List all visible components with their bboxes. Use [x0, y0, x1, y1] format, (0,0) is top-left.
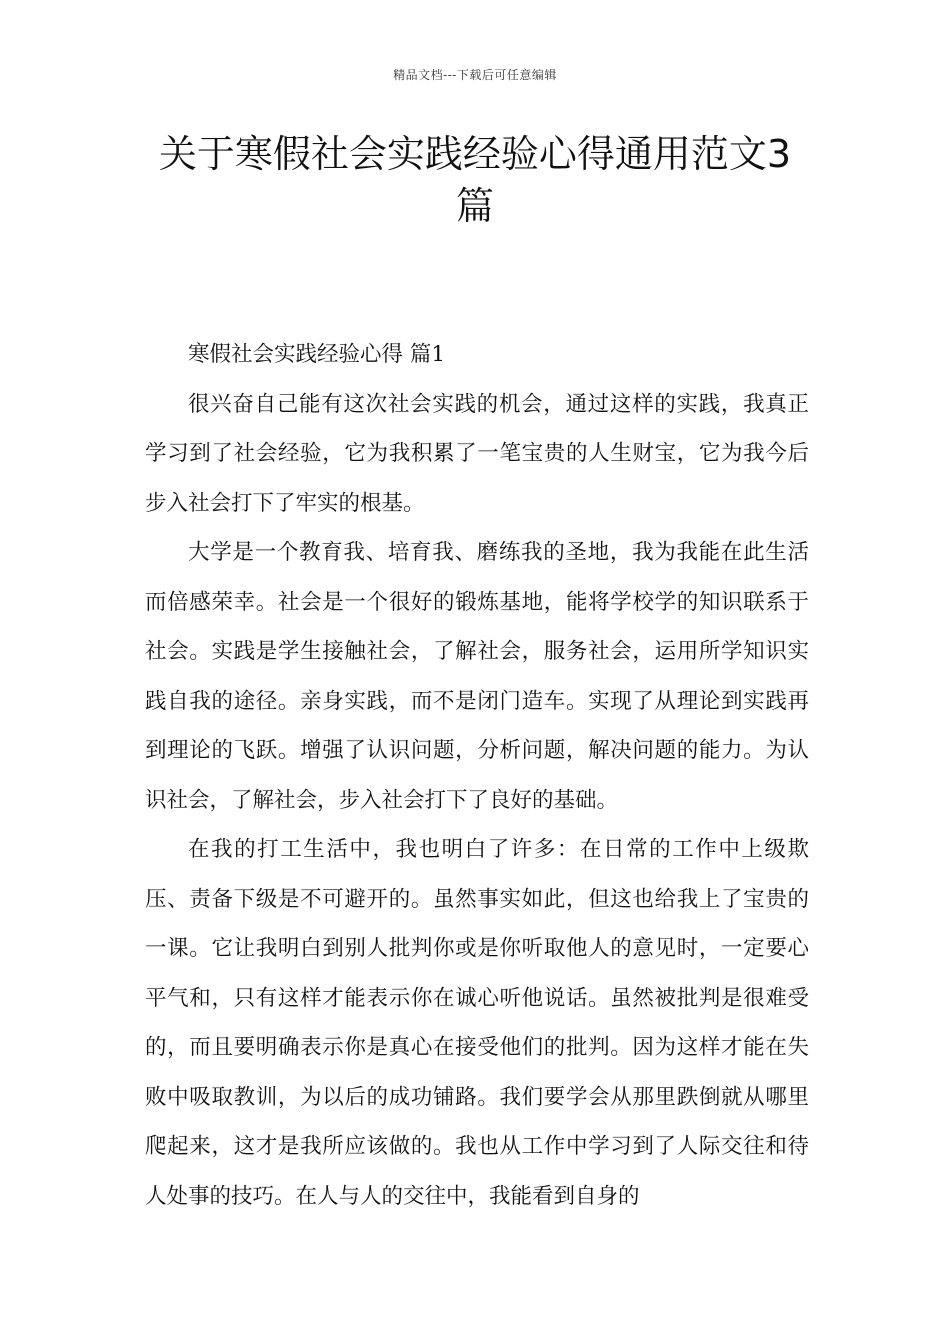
section-heading: 寒假社会实践经验心得 篇1 — [188, 342, 446, 367]
document-body — [145, 330, 809, 1221]
document-title: 关于寒假社会实践经验心得通用范文3篇 — [158, 132, 792, 228]
paragraph: 大学是一个教育我、培育我、磨练我的圣地，我为我能在此生活而倍感荣幸。社会是一个很好的锻炼基地，能将学校学的知识联系于社会。实践是学生接触社会，了解社会，服务社会，运用所学知识实践自我的途径。亲身实践，而不是闭门造车。实现了从理论到实践再到理论的飞跃。增强了认识问题，分析问题，解决问题的能力。为认识社会，了解社会，步入社会打下了良好的基础。 — [145, 540, 809, 813]
paragraph: 很兴奋自己能有这次社会实践的机会，通过这样的实践，我真正学习到了社会经验，它为我积累了一笔宝贵的人生财宝，它为我今后步入社会打下了牢实的根基。 — [145, 391, 809, 516]
paragraph: 在我的打工生活中，我也明白了许多：在日常的工作中上级欺压、责备下级是不可避开的。虽然事实如此，但这也给我上了宝贵的一课。它让我明白到别人批判你或是你听取他人的意见时，一定要心平气和，只有这样才能表示你在诚心听他说话。虽然被批判是很难受的，而且要明确表示你是真心在接受他们的批判。因为这样才能在失败中吸取教训，为以后的成功铺路。我们要学会从那里跌倒就从哪里爬起来，这才是我所应该做的。我也从工作中学习到了人际交往和待人处事的技巧。在人与人的交往中，我能看到自身的 — [145, 837, 809, 1209]
header-note: 精品文档---下载后可任意编辑 — [393, 68, 557, 82]
